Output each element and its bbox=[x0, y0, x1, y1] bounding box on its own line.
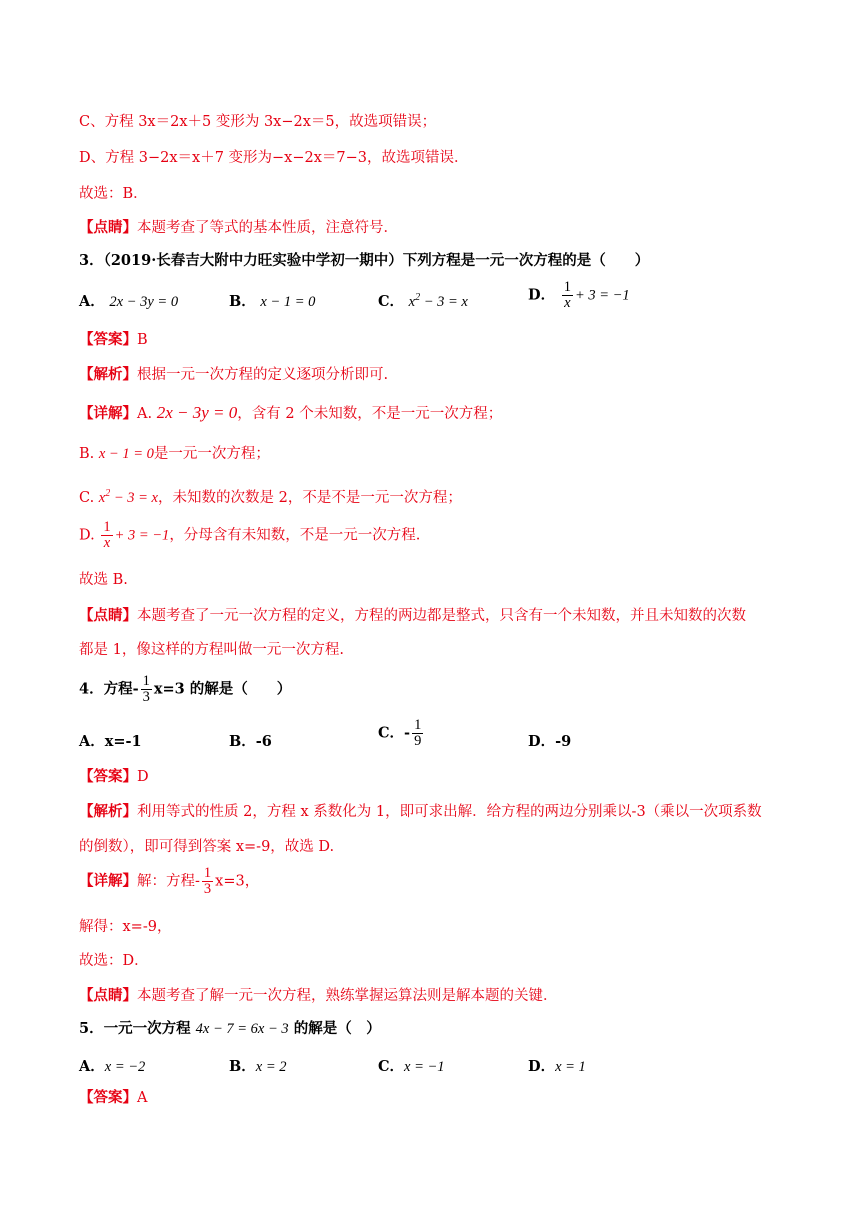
q3-detail-d: D. $\frac{1}{x}$ + 3 = −1，分母含有未知数，不是一元一次方程. bbox=[79, 519, 421, 551]
q4-choose: 故选：D． bbox=[79, 953, 149, 969]
q4-stem-fraction: $\frac{1}{3}$ bbox=[142, 673, 150, 705]
q2-tip bbox=[79, 218, 398, 238]
q3-stem bbox=[79, 251, 649, 271]
q5-option-c: C．x = −1 bbox=[378, 1058, 445, 1075]
q5-option-a: A．x = −2 bbox=[79, 1058, 146, 1075]
q3-tip-line1: 【点睛】本题考查了一元一次方程的定义，方程的两边都是整式，只含有一个未知数，并且未知数的次数 bbox=[79, 607, 746, 624]
q3-option-c-expr: $x^2 - 3 = x$ bbox=[408, 292, 468, 310]
q3-detail-a: 【详解】A. 2x − 3y = 0，含有 2 个未知数，不是一元一次方程； bbox=[79, 403, 503, 422]
q4-stem: 4．方程- $\frac{1}{3}$ x=3 的解是（ ） bbox=[79, 673, 292, 705]
q5-option-b: B．x = 2 bbox=[229, 1058, 287, 1075]
q3-source: （2019·长春吉大附中力旺实验中学初一期中）下列方程是一元一次方程的是（ ） bbox=[103, 252, 650, 269]
q4-detail: 【详解】解：方程- $\frac{1}{3}$ x=3， bbox=[79, 865, 260, 897]
q5-answer: 【答案】A bbox=[79, 1089, 148, 1106]
q3-option-a: A． 2x − 3y = 0 bbox=[79, 293, 179, 310]
q4-option-b: B．-6 bbox=[229, 733, 272, 750]
q4-solve: 解得：x=-9， bbox=[79, 919, 172, 935]
q5-option-d: D．x = 1 bbox=[528, 1058, 586, 1075]
q3-option-c: C． $x^2 - 3 = x$ bbox=[378, 292, 468, 310]
q3-number: 3． bbox=[79, 252, 104, 269]
tip-label: 【点睛】 bbox=[79, 219, 137, 236]
q2-option-d-explanation: D、方程 3−2x＝x＋7 变形为−x−2x＝7−3，故选项错误． bbox=[79, 150, 469, 166]
q3-option-b: B． x − 1 = 0 bbox=[229, 293, 316, 310]
q2-option-c-explanation: C、方程 3x＝2x＋5 变形为 3x−2x＝5，故选项错误； bbox=[79, 114, 437, 130]
q3-option-b-expr: x − 1 = 0 bbox=[260, 294, 316, 310]
q4-option-d: D．-9 bbox=[528, 733, 572, 750]
q4-analysis-line2: 的倒数），即可得到答案 x=-9，故选 D. bbox=[79, 839, 335, 855]
q3-option-a-expr: 2x − 3y = 0 bbox=[109, 294, 179, 310]
q3-detail-c: C. $x^2 - 3 = x$，未知数的次数是 2，不是不是一元一次方程； bbox=[79, 488, 462, 506]
q5-stem: 5．一元一次方程 4x − 7 = 6x − 3 的解是（ ） bbox=[79, 1020, 381, 1037]
q4-tip: 【点睛】本题考查了解一元一次方程，熟练掌握运算法则是解本题的关键． bbox=[79, 987, 558, 1004]
q3-option-d-fraction: $\frac{1}{x}$ bbox=[563, 279, 571, 311]
q3-analysis: 【解析】根据一元一次方程的定义逐项分析即可. bbox=[79, 366, 389, 383]
q4-answer: 【答案】D bbox=[79, 768, 149, 785]
q2-choose: 故选：B． bbox=[79, 186, 148, 202]
q3-answer: 【答案】B bbox=[79, 331, 148, 348]
q3-detail-b: B. x − 1 = 0是一元一次方程； bbox=[79, 446, 270, 462]
q4-analysis-line1: 【解析】利用等式的性质 2，方程 x 系数化为 1，即可求出解．给方程的两边分别乘以-3（乘以一次项系数 bbox=[79, 803, 762, 820]
q4-option-c: C．- $\frac{1}{9}$ bbox=[378, 717, 422, 749]
q3-choose: 故选 B. bbox=[79, 572, 128, 588]
q3-option-d: D． $\frac{1}{x}$ + 3 = −1 bbox=[528, 279, 630, 311]
q3-tip-line2: 都是 1，像这样的方程叫做一元一次方程. bbox=[79, 642, 344, 658]
q4-option-a: A．x=-1 bbox=[79, 733, 142, 750]
tip-text: 本题考查了等式的基本性质，注意符号． bbox=[137, 220, 398, 236]
